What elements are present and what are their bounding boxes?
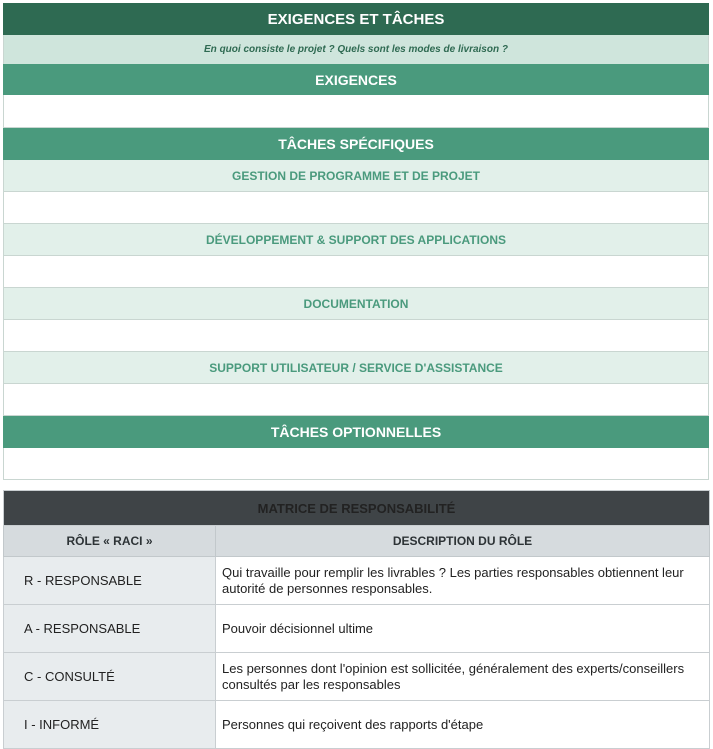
category-gestion-programme: GESTION DE PROGRAMME ET DE PROJET: [3, 160, 709, 192]
raci-role: R - RESPONSABLE: [4, 557, 216, 605]
input-taches-optionnelles[interactable]: [3, 448, 709, 480]
raci-header-role: RÔLE « RACI »: [4, 526, 216, 557]
raci-description: Qui travaille pour remplir les livrables ? Les parties responsables obtiennent leur autorité de personnes responsables.: [216, 557, 710, 605]
header-taches-optionnelles: TÂCHES OPTIONNELLES: [3, 416, 709, 448]
section-subtitle: En quoi consiste le projet ? Quels sont les modes de livraison ?: [3, 35, 709, 64]
category-support-utilisateur: SUPPORT UTILISATEUR / SERVICE D'ASSISTANCE: [3, 352, 709, 384]
raci-title: MATRICE DE RESPONSABILITÉ: [4, 491, 710, 526]
raci-matrix-table: [3, 490, 710, 749]
section-title-exigences-taches: EXIGENCES ET TÂCHES: [3, 3, 709, 35]
category-developpement: DÉVELOPPEMENT & SUPPORT DES APPLICATIONS: [3, 224, 709, 256]
raci-description: Les personnes dont l'opinion est sollicitée, généralement des experts/conseillers consultés par les responsables: [216, 653, 710, 701]
input-developpement[interactable]: [3, 256, 709, 288]
input-support-utilisateur[interactable]: [3, 384, 709, 416]
header-exigences: EXIGENCES: [3, 64, 709, 95]
raci-role: C - CONSULTÉ: [4, 653, 216, 701]
category-documentation: DOCUMENTATION: [3, 288, 709, 320]
input-exigences[interactable]: [3, 95, 709, 128]
raci-description: Pouvoir décisionnel ultime: [216, 605, 710, 653]
table-row: [4, 701, 710, 749]
input-gestion-programme[interactable]: [3, 192, 709, 224]
input-documentation[interactable]: [3, 320, 709, 352]
table-row: [4, 557, 710, 605]
raci-role: I - INFORMÉ: [4, 701, 216, 749]
table-row: [4, 653, 710, 701]
raci-role: A - RESPONSABLE: [4, 605, 216, 653]
raci-description: Personnes qui reçoivent des rapports d'étape: [216, 701, 710, 749]
raci-header-description: DESCRIPTION DU RÔLE: [216, 526, 710, 557]
table-row: [4, 605, 710, 653]
header-taches-specifiques: TÂCHES SPÉCIFIQUES: [3, 128, 709, 160]
